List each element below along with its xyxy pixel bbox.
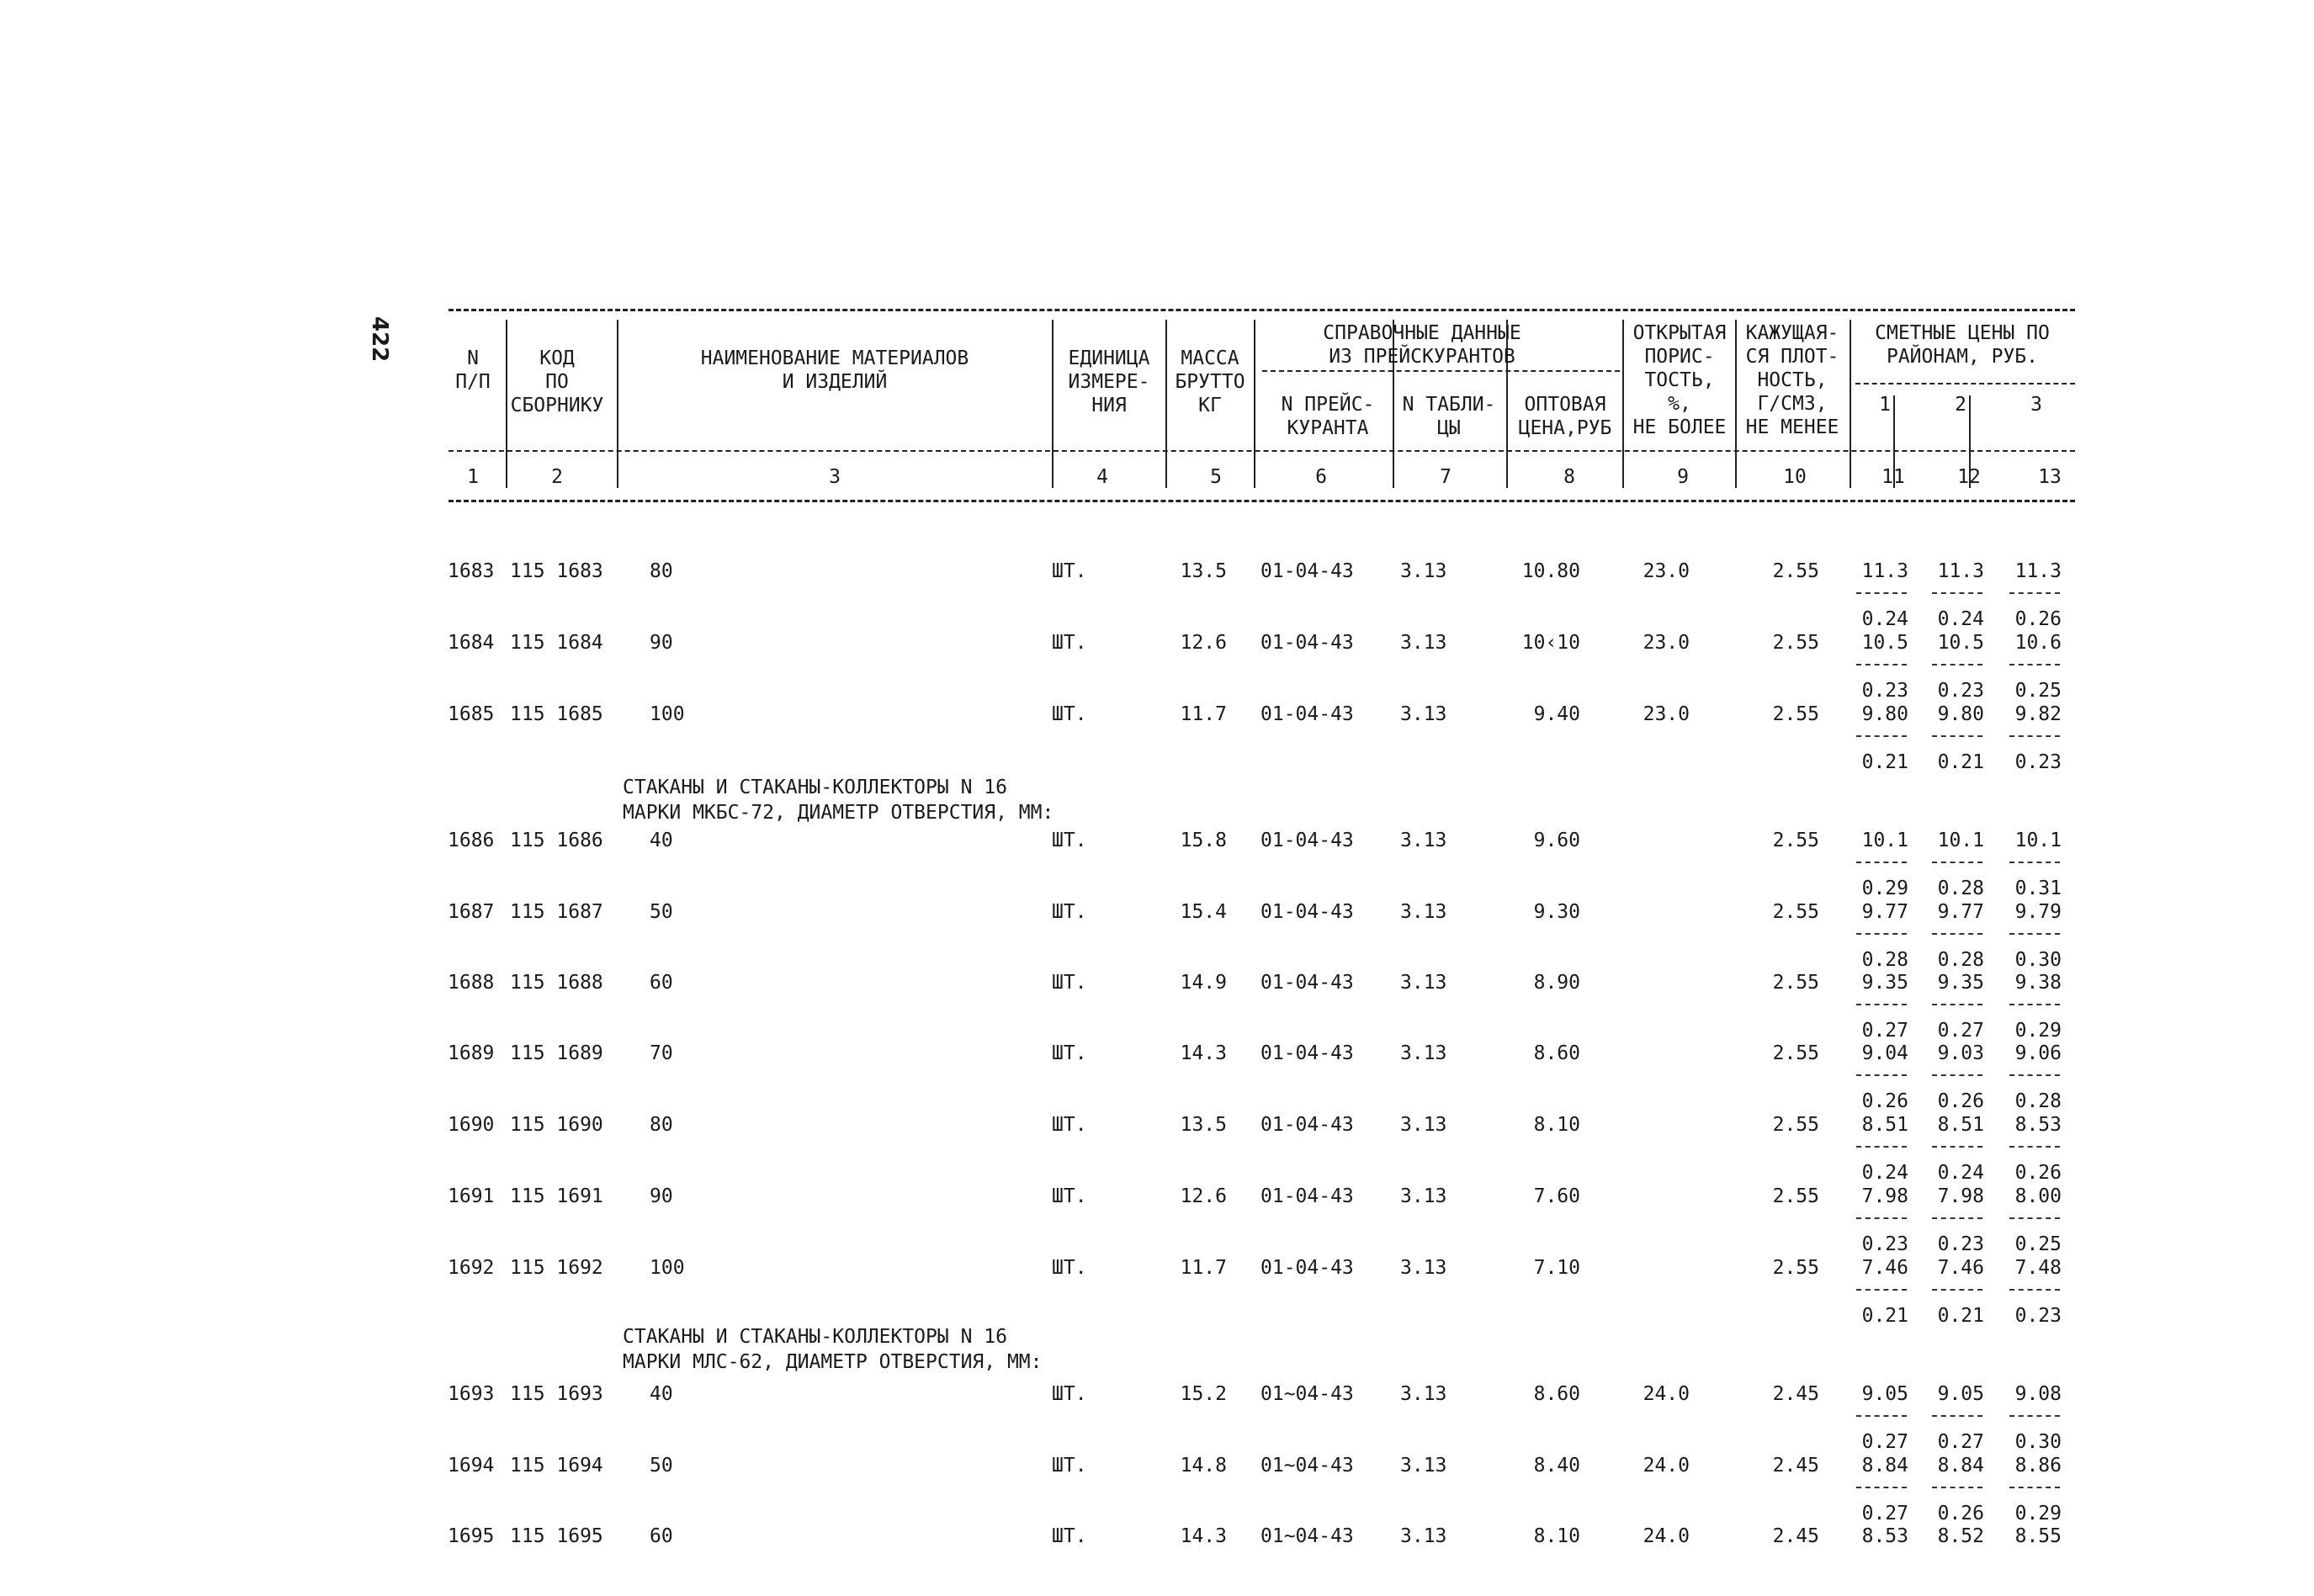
row-pricelist-number: 01-04-43	[1260, 632, 1354, 654]
row-estimate-price-2: 11.3	[1937, 560, 1984, 582]
row-number: 1691	[448, 1185, 495, 1207]
row-estimate-secondary-2: 0.23	[1937, 1233, 1984, 1255]
row-density: 2.55	[1772, 1257, 1819, 1279]
header-top-rule	[448, 309, 2075, 311]
header-col10-line: НОСТЬ,	[1757, 369, 1828, 391]
row-estimate-secondary-1: 0.26	[1861, 1090, 1908, 1112]
header-divider-10	[1850, 320, 1851, 488]
row-density: 2.55	[1772, 1042, 1819, 1064]
fraction-bar	[2009, 735, 2060, 737]
row-estimate-price-1: 9.80	[1861, 703, 1908, 725]
row-estimate-price-1: 9.35	[1861, 972, 1908, 994]
row-porosity: 23.0	[1643, 703, 1690, 725]
row-name: 80	[650, 560, 673, 582]
row-code: 115 1683	[510, 560, 603, 582]
row-name: 90	[650, 1185, 673, 1207]
row-estimate-secondary-3: 0.25	[2014, 1233, 2062, 1255]
row-density: 2.55	[1772, 901, 1819, 923]
fraction-bar	[1856, 1074, 1907, 1076]
row-density: 2.55	[1772, 1185, 1819, 1207]
row-table-number: 3.13	[1400, 632, 1447, 654]
fraction-bar	[1856, 1415, 1907, 1417]
fraction-bar	[1932, 1217, 1982, 1219]
fraction-bar	[2009, 1415, 2060, 1417]
row-estimate-price-1: 9.77	[1861, 901, 1908, 923]
row-pricelist-number: 01-04-43	[1260, 830, 1354, 851]
row-estimate-price-3: 8.55	[2014, 1525, 2062, 1547]
row-porosity: 24.0	[1643, 1455, 1690, 1477]
row-number: 1689	[448, 1042, 495, 1064]
row-code: 115 1691	[510, 1185, 603, 1207]
row-density: 2.55	[1772, 1114, 1819, 1136]
row-table-number: 3.13	[1400, 1114, 1447, 1136]
header-col2-line: КОД	[539, 347, 575, 369]
row-code: 115 1687	[510, 901, 603, 923]
fraction-bar	[2009, 592, 2060, 594]
row-pricelist-number: 01-04-43	[1260, 972, 1354, 994]
row-name: 50	[650, 901, 673, 923]
fraction-bar	[2009, 1146, 2060, 1148]
row-estimate-secondary-1: 0.24	[1861, 1162, 1908, 1184]
row-estimate-price-1: 7.98	[1861, 1185, 1908, 1207]
row-estimate-secondary-1: 0.23	[1861, 1233, 1908, 1255]
row-name: 40	[650, 830, 673, 851]
fraction-bar	[2009, 1487, 2060, 1488]
header-col9-line: %,	[1668, 393, 1691, 415]
row-wholesale-price: 9.30	[1533, 901, 1580, 923]
header-col13: 3	[2030, 394, 2042, 416]
row-estimate-price-1: 7.46	[1861, 1257, 1908, 1279]
header-mid-rule	[448, 450, 2075, 452]
fraction-bar	[1932, 1074, 1982, 1076]
header-col10-line: КАЖУЩАЯ-	[1745, 322, 1839, 344]
row-density: 2.55	[1772, 560, 1819, 582]
row-table-number: 3.13	[1400, 1383, 1447, 1405]
fraction-bar	[1932, 1415, 1982, 1417]
row-estimate-price-1: 8.84	[1861, 1455, 1908, 1477]
row-wholesale-price: 8.90	[1533, 972, 1580, 994]
row-pricelist-number: 01~04-43	[1260, 1455, 1354, 1477]
row-number: 1685	[448, 703, 495, 725]
row-wholesale-price: 8.40	[1533, 1455, 1580, 1477]
row-name: 60	[650, 1525, 673, 1547]
fraction-bar	[1932, 862, 1982, 863]
fraction-bar	[1932, 1146, 1982, 1148]
row-estimate-price-2: 8.51	[1937, 1114, 1984, 1136]
header-col4-line: ЕДИНИЦА	[1068, 347, 1150, 369]
header-col10-line: НЕ МЕНЕЕ	[1745, 416, 1839, 438]
fraction-bar	[1856, 933, 1907, 935]
fraction-bar	[1932, 735, 1982, 737]
row-density: 2.55	[1772, 703, 1819, 725]
header-reference-group: ИЗ ПРЕЙСКУРАНТОВ	[1329, 346, 1515, 368]
row-number: 1695	[448, 1525, 495, 1547]
row-number: 1693	[448, 1383, 495, 1405]
header-column-number: 3	[829, 466, 841, 488]
row-density: 2.45	[1772, 1455, 1819, 1477]
row-mass: 11.7	[1180, 1257, 1227, 1279]
row-estimate-secondary-1: 0.28	[1861, 949, 1908, 971]
header-col5-line: БРУТТО	[1175, 371, 1245, 393]
row-wholesale-price: 8.10	[1533, 1525, 1580, 1547]
header-col8-line: ОПТОВАЯ	[1524, 394, 1606, 416]
header-col9-line: ПОРИС-	[1644, 346, 1715, 368]
row-code: 115 1686	[510, 830, 603, 851]
row-table-number: 3.13	[1400, 972, 1447, 994]
row-estimate-secondary-1: 0.27	[1861, 1020, 1908, 1042]
row-pricelist-number: 01-04-43	[1260, 560, 1354, 582]
row-porosity: 23.0	[1643, 560, 1690, 582]
row-wholesale-price: 8.60	[1533, 1383, 1580, 1405]
row-estimate-secondary-1: 0.29	[1861, 878, 1908, 899]
row-mass: 11.7	[1180, 703, 1227, 725]
row-mass: 15.2	[1180, 1383, 1227, 1405]
row-unit: ШТ.	[1052, 1185, 1087, 1207]
row-table-number: 3.13	[1400, 1525, 1447, 1547]
row-estimate-price-2: 9.05	[1937, 1383, 1984, 1405]
row-wholesale-price: 8.60	[1533, 1042, 1580, 1064]
header-column-number: 10	[1783, 466, 1807, 488]
header-col5-line: МАССА	[1181, 347, 1239, 369]
row-estimate-price-2: 7.46	[1937, 1257, 1984, 1279]
header-column-number: 2	[551, 466, 563, 488]
row-table-number: 3.13	[1400, 1257, 1447, 1279]
row-table-number: 3.13	[1400, 1455, 1447, 1477]
row-estimate-secondary-3: 0.30	[2014, 1431, 2062, 1453]
row-pricelist-number: 01-04-43	[1260, 1114, 1354, 1136]
row-estimate-secondary-3: 0.29	[2014, 1503, 2062, 1524]
fraction-bar	[2009, 862, 2060, 863]
section-title: МАРКИ МЛС-62, ДИАМЕТР ОТВЕРСТИЯ, ММ:	[623, 1351, 1043, 1373]
row-pricelist-number: 01~04-43	[1260, 1383, 1354, 1405]
row-estimate-secondary-3: 0.30	[2014, 949, 2062, 971]
header-column-number: 5	[1210, 466, 1222, 488]
row-porosity: 24.0	[1643, 1383, 1690, 1405]
row-mass: 13.5	[1180, 1114, 1227, 1136]
row-estimate-secondary-1: 0.21	[1861, 1305, 1908, 1327]
row-name: 100	[650, 1257, 685, 1279]
row-estimate-secondary-1: 0.23	[1861, 680, 1908, 702]
row-density: 2.55	[1772, 972, 1819, 994]
fraction-bar	[1932, 1487, 1982, 1488]
row-estimate-price-1: 8.53	[1861, 1525, 1908, 1547]
row-pricelist-number: 01-04-43	[1260, 901, 1354, 923]
fraction-bar	[1932, 1289, 1982, 1291]
row-unit: ШТ.	[1052, 703, 1087, 725]
row-estimate-price-2: 10.5	[1937, 632, 1984, 654]
row-estimate-secondary-2: 0.23	[1937, 680, 1984, 702]
row-unit: ШТ.	[1052, 1042, 1087, 1064]
row-code: 115 1695	[510, 1525, 603, 1547]
row-table-number: 3.13	[1400, 703, 1447, 725]
row-name: 90	[650, 632, 673, 654]
row-estimate-secondary-1: 0.24	[1861, 608, 1908, 630]
row-estimate-secondary-3: 0.28	[2014, 1090, 2062, 1112]
row-estimate-secondary-2: 0.28	[1937, 949, 1984, 971]
row-porosity: 23.0	[1643, 632, 1690, 654]
row-estimate-secondary-2: 0.21	[1937, 751, 1984, 773]
header-column-number: 9	[1677, 466, 1689, 488]
header-column-number: 1	[467, 466, 479, 488]
row-table-number: 3.13	[1400, 901, 1447, 923]
header-col3-line: НАИМЕНОВАНИЕ МАТЕРИАЛОВ	[700, 347, 969, 369]
row-estimate-secondary-2: 0.24	[1937, 608, 1984, 630]
row-unit: ШТ.	[1052, 901, 1087, 923]
row-pricelist-number: 01-04-43	[1260, 703, 1354, 725]
header-col1-line: П/П	[455, 371, 491, 393]
header-prices-sub-rule	[1855, 383, 2075, 384]
header-col8-line: ЦЕНА,РУБ	[1518, 417, 1612, 439]
row-name: 60	[650, 972, 673, 994]
fraction-bar	[1856, 1004, 1907, 1005]
header-col4-line: НИЯ	[1091, 395, 1127, 416]
row-density: 2.55	[1772, 830, 1819, 851]
fraction-bar	[2009, 1217, 2060, 1219]
header-col6-line: N ПРЕЙС-	[1281, 394, 1375, 416]
row-estimate-price-3: 9.82	[2014, 703, 2062, 725]
row-mass: 12.6	[1180, 632, 1227, 654]
row-mass: 15.8	[1180, 830, 1227, 851]
header-col5-line: КГ	[1198, 395, 1222, 416]
row-estimate-price-2: 7.98	[1937, 1185, 1984, 1207]
row-estimate-price-3: 8.86	[2014, 1455, 2062, 1477]
row-table-number: 3.13	[1400, 830, 1447, 851]
row-estimate-secondary-2: 0.28	[1937, 878, 1984, 899]
section-title: СТАКАНЫ И СТАКАНЫ-КОЛЛЕКТОРЫ N 16	[623, 777, 1007, 798]
header-divider-2	[617, 320, 618, 488]
row-estimate-price-3: 9.79	[2014, 901, 2062, 923]
header-column-number: 7	[1440, 466, 1452, 488]
fraction-bar	[1856, 735, 1907, 737]
fraction-bar	[1932, 1004, 1982, 1005]
fraction-bar	[1856, 1289, 1907, 1291]
row-estimate-price-2: 8.52	[1937, 1525, 1984, 1547]
header-prices-group: РАЙОНАМ, РУБ.	[1886, 346, 2038, 368]
row-wholesale-price: 8.10	[1533, 1114, 1580, 1136]
row-wholesale-price: 7.60	[1533, 1185, 1580, 1207]
row-mass: 14.3	[1180, 1042, 1227, 1064]
row-mass: 14.9	[1180, 972, 1227, 994]
section-title: МАРКИ МКБС-72, ДИАМЕТР ОТВЕРСТИЯ, ММ:	[623, 802, 1054, 824]
row-number: 1684	[448, 632, 495, 654]
fraction-bar	[1856, 1487, 1907, 1488]
row-table-number: 3.13	[1400, 1042, 1447, 1064]
row-estimate-price-3: 9.08	[2014, 1383, 2062, 1405]
row-number: 1686	[448, 830, 495, 851]
row-estimate-price-1: 9.05	[1861, 1383, 1908, 1405]
row-wholesale-price: 10.80	[1521, 560, 1580, 582]
row-density: 2.45	[1772, 1525, 1819, 1547]
section-title: СТАКАНЫ И СТАКАНЫ-КОЛЛЕКТОРЫ N 16	[623, 1326, 1007, 1348]
row-estimate-secondary-2: 0.27	[1937, 1431, 1984, 1453]
header-column-number: 12	[1957, 466, 1981, 488]
row-estimate-secondary-3: 0.23	[2014, 1305, 2062, 1327]
fraction-bar	[1856, 664, 1907, 665]
row-number: 1688	[448, 972, 495, 994]
row-pricelist-number: 01-04-43	[1260, 1185, 1354, 1207]
header-col7-line: N ТАБЛИ-	[1402, 394, 1496, 416]
row-mass: 12.6	[1180, 1185, 1227, 1207]
row-unit: ШТ.	[1052, 1383, 1087, 1405]
row-estimate-price-2: 8.84	[1937, 1455, 1984, 1477]
header-reference-group: СПРАВОЧНЫЕ ДАННЫЕ	[1323, 322, 1521, 344]
header-col10-line: Г/СМ3,	[1757, 393, 1828, 415]
row-estimate-secondary-3: 0.26	[2014, 1162, 2062, 1184]
row-number: 1692	[448, 1257, 495, 1279]
row-porosity: 24.0	[1643, 1525, 1690, 1547]
row-estimate-price-2: 9.80	[1937, 703, 1984, 725]
row-estimate-price-1: 8.51	[1861, 1114, 1908, 1136]
row-number: 1690	[448, 1114, 495, 1136]
row-wholesale-price: 10‹10	[1521, 632, 1580, 654]
row-code: 115 1685	[510, 703, 603, 725]
row-estimate-secondary-2: 0.27	[1937, 1020, 1984, 1042]
header-col7-line: ЦЫ	[1437, 417, 1461, 439]
row-name: 80	[650, 1114, 673, 1136]
row-name: 70	[650, 1042, 673, 1064]
row-estimate-price-3: 9.06	[2014, 1042, 2062, 1064]
fraction-bar	[2009, 1074, 2060, 1076]
row-mass: 15.4	[1180, 901, 1227, 923]
row-mass: 13.5	[1180, 560, 1227, 582]
row-estimate-price-1: 9.04	[1861, 1042, 1908, 1064]
row-name: 100	[650, 703, 685, 725]
row-estimate-price-2: 9.03	[1937, 1042, 1984, 1064]
row-number: 1687	[448, 901, 495, 923]
header-column-number: 13	[2038, 466, 2062, 488]
header-col1-line: N	[467, 347, 479, 369]
row-code: 115 1684	[510, 632, 603, 654]
fraction-bar	[2009, 664, 2060, 665]
row-unit: ШТ.	[1052, 1114, 1087, 1136]
row-estimate-price-1: 11.3	[1861, 560, 1908, 582]
row-estimate-secondary-1: 0.27	[1861, 1503, 1908, 1524]
header-bottom-rule	[448, 500, 2075, 502]
header-column-number: 8	[1563, 466, 1575, 488]
header-col3-line: И ИЗДЕЛИЙ	[782, 371, 888, 393]
header-col2-line: СБОРНИКУ	[510, 395, 604, 416]
header-col9-line: НЕ БОЛЕЕ	[1632, 416, 1727, 438]
row-estimate-secondary-3: 0.29	[2014, 1020, 2062, 1042]
header-col11: 1	[1879, 394, 1891, 416]
row-estimate-secondary-1: 0.27	[1861, 1431, 1908, 1453]
row-estimate-price-3: 10.1	[2014, 830, 2062, 851]
header-ref-sub-rule	[1262, 370, 1620, 372]
row-estimate-secondary-1: 0.21	[1861, 751, 1908, 773]
row-unit: ШТ.	[1052, 1257, 1087, 1279]
row-estimate-price-1: 10.5	[1861, 632, 1908, 654]
row-wholesale-price: 9.40	[1533, 703, 1580, 725]
row-name: 50	[650, 1455, 673, 1477]
row-pricelist-number: 01~04-43	[1260, 1525, 1354, 1547]
row-estimate-price-3: 8.00	[2014, 1185, 2062, 1207]
row-estimate-price-1: 10.1	[1861, 830, 1908, 851]
header-col6-line: КУРАНТА	[1287, 417, 1369, 439]
header-column-number: 6	[1315, 466, 1327, 488]
row-unit: ШТ.	[1052, 830, 1087, 851]
page-number: 422	[367, 316, 392, 363]
fraction-bar	[1932, 933, 1982, 935]
row-table-number: 3.13	[1400, 560, 1447, 582]
fraction-bar	[2009, 1289, 2060, 1291]
row-estimate-secondary-3: 0.26	[2014, 608, 2062, 630]
header-col12: 2	[1955, 394, 1966, 416]
row-mass: 14.8	[1180, 1455, 1227, 1477]
header-prices-group: СМЕТНЫЕ ЦЕНЫ ПО	[1875, 322, 2050, 344]
fraction-bar	[1932, 664, 1982, 665]
row-code: 115 1690	[510, 1114, 603, 1136]
row-estimate-secondary-3: 0.31	[2014, 878, 2062, 899]
row-code: 115 1694	[510, 1455, 603, 1477]
row-estimate-price-3: 7.48	[2014, 1257, 2062, 1279]
header-col9-line: ТОСТЬ,	[1644, 369, 1715, 391]
row-estimate-secondary-2: 0.26	[1937, 1503, 1984, 1524]
row-unit: ШТ.	[1052, 632, 1087, 654]
row-estimate-secondary-3: 0.25	[2014, 680, 2062, 702]
fraction-bar	[2009, 1004, 2060, 1005]
row-estimate-price-2: 9.77	[1937, 901, 1984, 923]
row-mass: 14.3	[1180, 1525, 1227, 1547]
fraction-bar	[1856, 1146, 1907, 1148]
row-estimate-price-3: 10.6	[2014, 632, 2062, 654]
header-col10-line: СЯ ПЛОТ-	[1745, 346, 1839, 368]
header-divider-5	[1254, 320, 1255, 488]
fraction-bar	[2009, 933, 2060, 935]
row-density: 2.55	[1772, 632, 1819, 654]
row-estimate-secondary-2: 0.24	[1937, 1162, 1984, 1184]
header-col2-line: ПО	[545, 371, 569, 393]
row-pricelist-number: 01-04-43	[1260, 1042, 1354, 1064]
row-code: 115 1688	[510, 972, 603, 994]
header-divider-3	[1052, 320, 1054, 488]
row-estimate-price-3: 9.38	[2014, 972, 2062, 994]
fraction-bar	[1856, 592, 1907, 594]
header-column-number: 4	[1096, 466, 1108, 488]
header-col4-line: ИЗМЕРЕ-	[1068, 371, 1150, 393]
header-divider-4	[1165, 320, 1167, 488]
row-unit: ШТ.	[1052, 1455, 1087, 1477]
row-table-number: 3.13	[1400, 1185, 1447, 1207]
row-wholesale-price: 9.60	[1533, 830, 1580, 851]
header-column-number: 11	[1881, 466, 1905, 488]
row-name: 40	[650, 1383, 673, 1405]
row-code: 115 1693	[510, 1383, 603, 1405]
row-number: 1694	[448, 1455, 495, 1477]
fraction-bar	[1932, 592, 1982, 594]
row-estimate-secondary-2: 0.26	[1937, 1090, 1984, 1112]
fraction-bar	[1856, 862, 1907, 863]
row-estimate-price-2: 10.1	[1937, 830, 1984, 851]
row-code: 115 1692	[510, 1257, 603, 1279]
row-density: 2.45	[1772, 1383, 1819, 1405]
header-col9-line: ОТКРЫТАЯ	[1632, 322, 1727, 344]
row-unit: ШТ.	[1052, 1525, 1087, 1547]
row-number: 1683	[448, 560, 495, 582]
row-wholesale-price: 7.10	[1533, 1257, 1580, 1279]
row-unit: ШТ.	[1052, 560, 1087, 582]
row-pricelist-number: 01-04-43	[1260, 1257, 1354, 1279]
row-estimate-price-3: 11.3	[2014, 560, 2062, 582]
row-estimate-price-2: 9.35	[1937, 972, 1984, 994]
row-unit: ШТ.	[1052, 972, 1087, 994]
row-code: 115 1689	[510, 1042, 603, 1064]
row-estimate-secondary-3: 0.23	[2014, 751, 2062, 773]
row-estimate-price-3: 8.53	[2014, 1114, 2062, 1136]
row-estimate-secondary-2: 0.21	[1937, 1305, 1984, 1327]
fraction-bar	[1856, 1217, 1907, 1219]
